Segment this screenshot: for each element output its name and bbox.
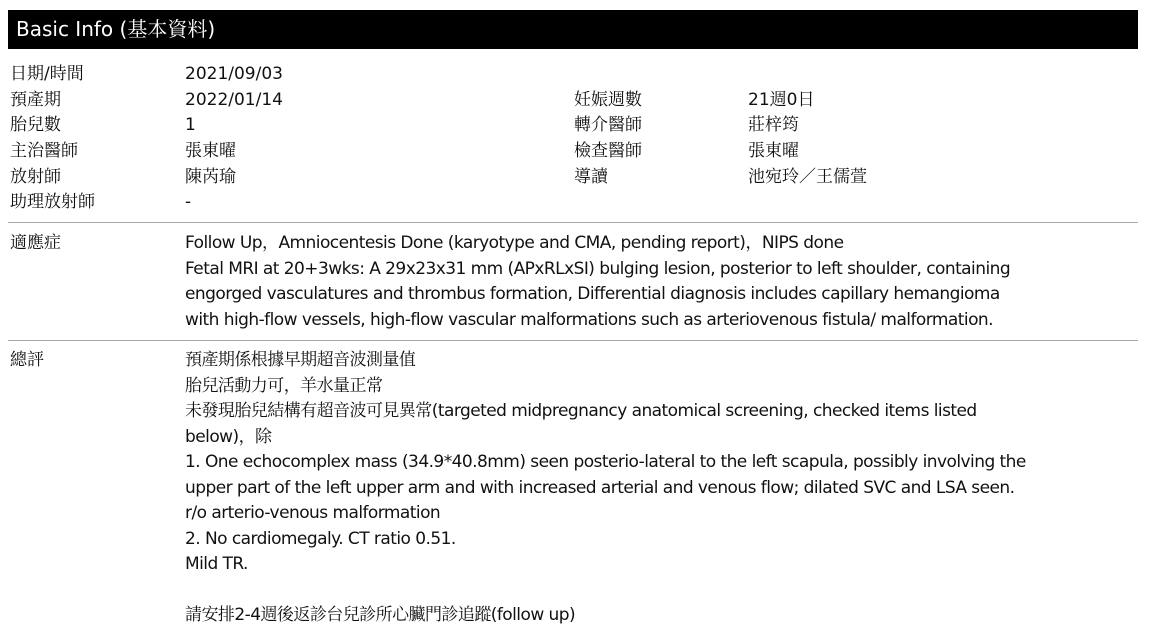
reader-value: 池宛玲／王儒萱 (748, 167, 867, 187)
section-header-basic-info (8, 10, 1138, 49)
summary-line: r/o arterio-venous malformation (185, 503, 441, 523)
summary-line: 請安排2-4週後返診台兒診所心臟門診追蹤(follow up) (185, 605, 576, 625)
indication-line: Fetal MRI at 20+3wks: A 29x23x31 mm (APxRLxSI) bulging lesion, posterior to left shoulder, containing (185, 258, 1011, 279)
summary-text (185, 348, 1026, 629)
reader-label: 導讀 (574, 167, 608, 187)
examining-doctor-label: 檢查醫師 (574, 141, 642, 161)
summary-line: 2. No cardiomegaly. CT ratio 0.51. (185, 528, 456, 549)
indication-text (185, 231, 1010, 333)
summary-line (185, 578, 1026, 604)
section-divider (8, 222, 1138, 223)
summary-line: 1. One echocomplex mass (34.9*40.8mm) seen posterio-lateral to the left scapula, possibly involving the (185, 452, 1026, 472)
summary-line: 胎兒活動力可，羊水量正常 (185, 375, 383, 396)
assistant-sonographer-label: 助理放射師 (10, 192, 95, 212)
summary-line: upper part of the left upper arm and with increased arterial and venous flow; dilated SVC and LSA seen. (185, 477, 1015, 498)
assistant-sonographer-value: - (185, 192, 192, 212)
summary-line: 預產期係根據早期超音波測量值 (185, 350, 416, 370)
indication-line: Follow Up，Amniocentesis Done (karyotype and CMA, pending report)，NIPS done (185, 233, 844, 253)
sonographer-value: 陳芮瑜 (185, 167, 236, 187)
gestational-age-label: 妊娠週數 (574, 90, 642, 110)
examining-doctor-value: 張東曜 (748, 141, 799, 161)
summary-label: 總評 (10, 350, 44, 370)
fetus-count-value: 1 (185, 115, 196, 135)
indication-line: with high-flow vessels, high-flow vascular malformations such as arteriovenous fistula/ malformation. (185, 309, 994, 330)
fetus-count-label: 胎兒數 (10, 115, 61, 135)
date-value: 2021/09/03 (185, 64, 283, 84)
summary-line: below)，除 (185, 426, 272, 447)
edd-value: 2022/01/14 (185, 90, 283, 110)
attending-doctor-value: 張東曜 (185, 141, 236, 161)
section-title: Basic Info (基本資料) (16, 17, 216, 41)
gestational-age-value: 21週0日 (748, 90, 815, 110)
indication-line: engorged vasculatures and thrombus formation, Differential diagnosis includes capillary hemangioma (185, 284, 1000, 304)
section-divider (8, 340, 1138, 341)
edd-label: 預產期 (10, 90, 61, 110)
referring-doctor-value: 莊梓筠 (748, 115, 799, 135)
indication-label: 適應症 (10, 233, 61, 253)
summary-line: Mild TR. (185, 554, 248, 574)
attending-doctor-label: 主治醫師 (10, 141, 78, 161)
sonographer-label: 放射師 (10, 167, 61, 187)
summary-line: 未發現胎兒結構有超音波可見異常(targeted midpregnancy anatomical screening, checked items listed (185, 401, 977, 421)
referring-doctor-label: 轉介醫師 (574, 115, 642, 135)
date-label: 日期/時間 (10, 64, 84, 84)
